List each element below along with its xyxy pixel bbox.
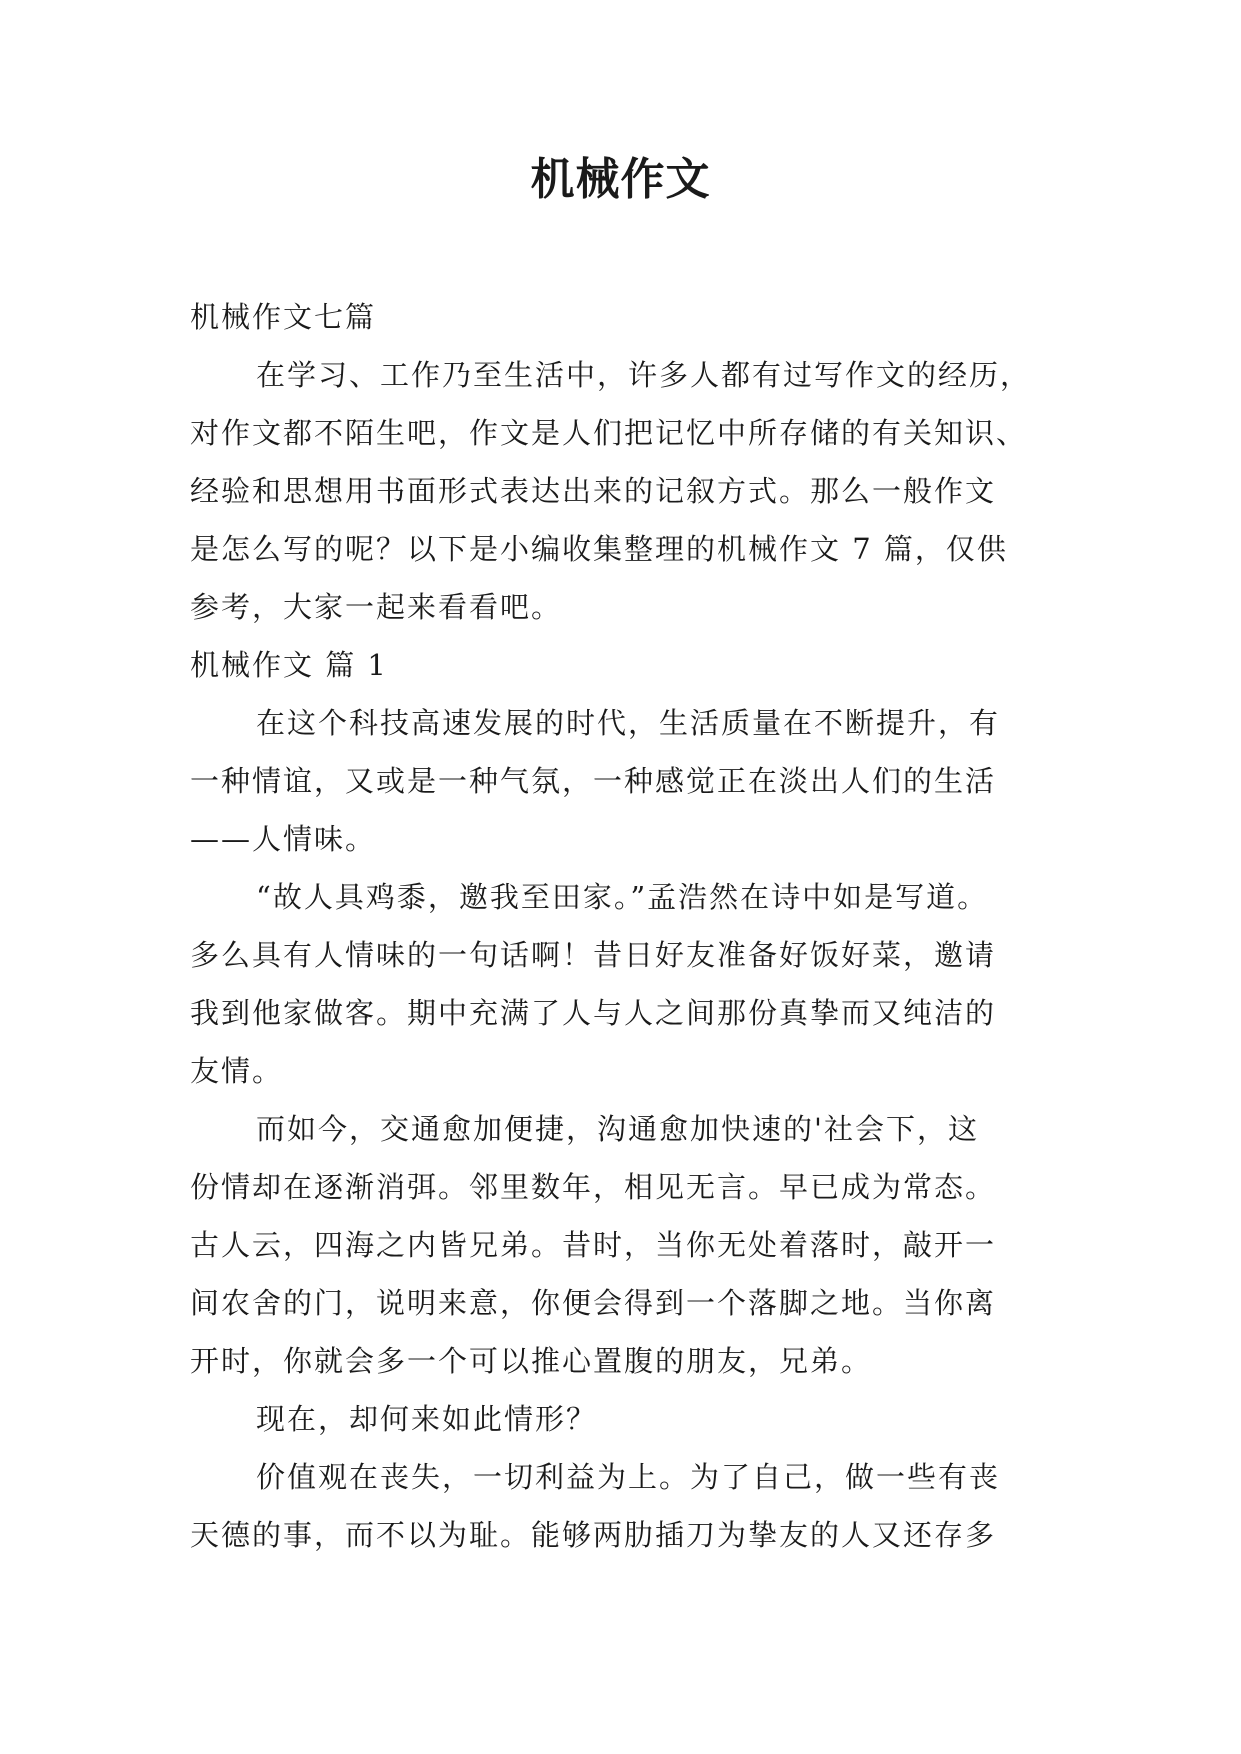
paragraph-3-line-3: 古人云，四海之内皆兄弟。昔时，当你无处着落时，敲开一	[190, 1228, 997, 1262]
intro-line-1: 在学习、工作乃至生活中，许多人都有过写作文的经历，	[256, 358, 1032, 392]
paragraph-2-line-2: 多么具有人情味的一句话啊！昔日好友准备好饭好菜，邀请	[190, 938, 997, 972]
paragraph-1-line-3: ——人情味。	[190, 822, 377, 856]
document-body	[190, 288, 1050, 1564]
paragraph-1-line-1: 在这个科技高速发展的时代，生活质量在不断提升，有	[256, 706, 1001, 740]
section-heading: 机械作文 篇 1	[190, 648, 388, 682]
paragraph-3-line-5: 开时，你就会多一个可以推心置腹的朋友，兄弟。	[190, 1344, 873, 1378]
paragraph-3-line-1: 而如今，交通愈加便捷，沟通愈加快速的'社会下，这	[256, 1112, 979, 1146]
paragraph-5-line-2: 天德的事，而不以为耻。能够两肋插刀为挚友的人又还存多	[190, 1518, 997, 1552]
paragraph-2-line-4: 友情。	[190, 1054, 284, 1088]
intro-line-5: 参考，大家一起来看看吧。	[190, 590, 563, 624]
paragraph-1-line-2: 一种情谊，又或是一种气氛，一种感觉正在淡出人们的生活	[190, 764, 997, 798]
paragraph-2-line-1: “故人具鸡黍，邀我至田家。”孟浩然在诗中如是写道。	[256, 880, 989, 914]
subtitle-line: 机械作文七篇	[190, 300, 377, 334]
paragraph-4-line-1: 现在，却何来如此情形？	[256, 1402, 598, 1436]
intro-line-3: 经验和思想用书面形式表达出来的记叙方式。那么一般作文	[190, 474, 997, 508]
paragraph-2-line-3: 我到他家做客。期中充满了人与人之间那份真挚而又纯洁的	[190, 996, 997, 1030]
intro-line-2: 对作文都不陌生吧，作文是人们把记忆中所存储的有关知识、	[190, 416, 1028, 450]
paragraph-3-line-4: 间农舍的门，说明来意，你便会得到一个落脚之地。当你离	[190, 1286, 997, 1320]
paragraph-3-line-2: 份情却在逐渐消弭。邻里数年，相见无言。早已成为常态。	[190, 1170, 997, 1204]
paragraph-5-line-1: 价值观在丧失，一切利益为上。为了自己，做一些有丧	[256, 1460, 1001, 1494]
intro-line-4: 是怎么写的呢？以下是小编收集整理的机械作文 7 篇，仅供	[190, 532, 1008, 566]
document-title: 机械作文	[530, 154, 711, 205]
